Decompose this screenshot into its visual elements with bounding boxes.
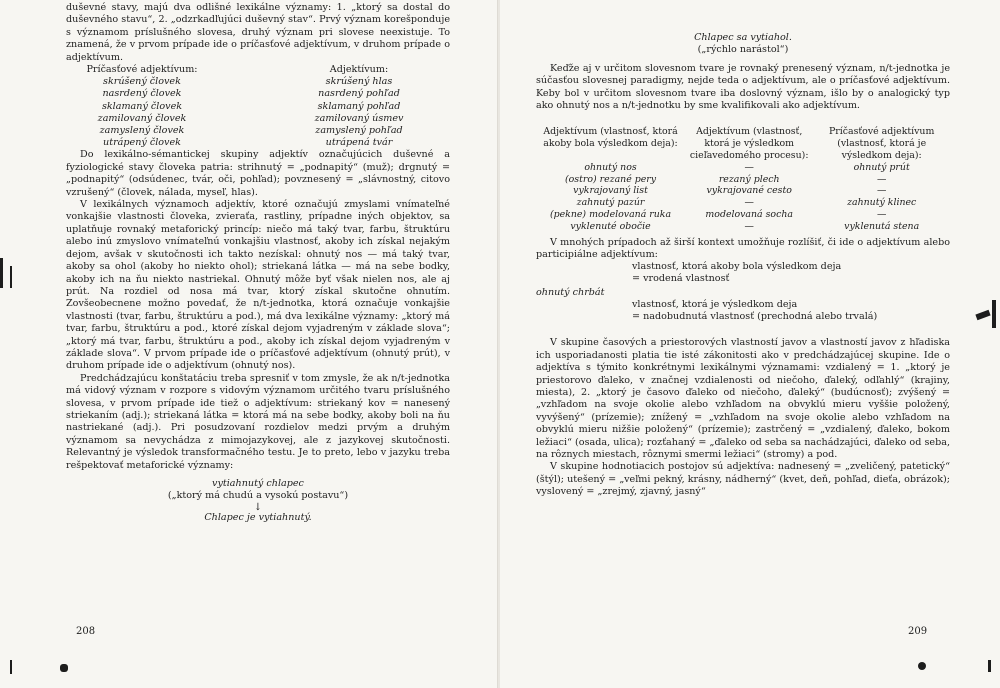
example: skrúšený človek	[103, 76, 181, 88]
table-header-cell: Adjektívum (vlastnosť, ktorá akoby bola výsledkom deja):	[543, 126, 678, 150]
example: zamyslený pohľad	[315, 125, 403, 137]
scan-edge-mark	[0, 258, 3, 288]
down-arrow-icon: ↓	[253, 501, 263, 513]
paragraph: duševné stavy, majú dva odlišné lexikálne významy: 1. „ktorý sa dostal do duševného stavu“, 2. „odzrkadľujúci duševný stav“. Prvý význam korešponduje s významom príslušného slovesa, druhý význam pri slovese neexistuje. To znamená, že v prvom prípade ide o príčasťové adjektívum, v druhom prípade o adjektívum.	[66, 2, 450, 63]
table-cell: vyklenutá stena	[844, 220, 920, 232]
scheme-line: vlastnosť, ktorá je výsledkom deja	[632, 299, 798, 311]
example: nasrdený človek	[102, 88, 182, 100]
table-cell: zahnutý klinec	[847, 197, 917, 209]
example: zamilovaný úsmev	[314, 112, 404, 124]
table-cell: —	[744, 161, 754, 173]
adjective-column	[258, 64, 450, 149]
table-cell: zahnutý pazúr	[576, 197, 645, 209]
table-header-cell: Príčasťové adjektívum (vlastnosť, ktorá je výsledkom deja):	[828, 126, 935, 162]
example: utrápený človek	[103, 137, 181, 149]
table-cell: (ostro) rezané pery	[564, 173, 657, 185]
example-sentence: Chlapec sa vytiahol.	[694, 32, 792, 43]
scan-edge-mark	[988, 660, 991, 672]
table-cell: —	[876, 185, 887, 197]
page-number: 209	[908, 626, 928, 637]
scheme-term: ohnutý chrbát	[536, 287, 605, 299]
table-cell: ohnutý prút	[853, 161, 910, 173]
table-row	[536, 209, 950, 221]
scan-edge-mark	[10, 266, 12, 288]
page-number: 208	[76, 626, 96, 637]
table-row	[536, 197, 950, 209]
table-cell: vyklenuté obočie	[570, 220, 651, 232]
adjective-comparison-table	[536, 126, 950, 232]
scan-edge-mark	[918, 662, 926, 670]
column-heading: Príčasťové adjektívum:	[86, 64, 198, 76]
right-page	[500, 0, 1000, 688]
example: sklamaný človek	[101, 100, 183, 112]
table-cell: vykrajované cesto	[706, 185, 792, 197]
paragraph: V skupine hodnotiacich postojov sú adjektíva: nadnesený = „zveličený, patetický“ (štýl); utešený = „veľmi pekný, krásny, nádherný“ (kvet, deň, pohľad, dieťa, obrázok); vyslovený = „zrejmý, zjavný, jasný“	[536, 461, 950, 498]
table-cell: vykrajovaný list	[573, 185, 648, 197]
table-cell: modelovaná socha	[705, 209, 793, 221]
participial-column	[66, 64, 258, 149]
scheme-line: = vrodená vlastnosť	[632, 273, 730, 285]
paragraph: V lexikálnych významoch adjektív, ktoré označujú zmyslami vnímateľné vonkajšie vlastnosti človeka, zvieraťa, rastliny, prípadne iných objektov, sa uplatňuje rovnaký metaforický princíp: niečo má taký tvar, farbu, štruktúru alebo inú zmyslovo vnímateľnú vonkajšiu vlastnosť, akoby ich získal nejakým dejom, avšak v skutočnosti ich takto nezískal: ohnutý nos — má taký tvar, akoby sa ohol (akoby ho niekto ohol); striekaná látka — má na sebe bodky, akoby ich na ňu niekto nastriekal. Ohnutý môže byť však nielen nos, ale aj prút. Na rozdiel od nosa má tvar, ktorý získal skutočne ohnutím. Zovšeobecnene možno povedať, že n/t-jednotka, ktorá označuje vonkajšie vlastnosti (tvar, farbu, štruktúru a pod.), má dva lexikálne významy: „ktorý má tvar, farbu, štruktúru a pod., ktoré získal dejom vyjadreným v základe slova“; „ktorý má tvar, farbu, štruktúru a pod., akoby ich získal dejom vyjadreným v základe slova“. V prvom prípade ide o príčasťové adjektívum (ohnutý prút), v druhom prípade ide o adjektívum (ohnutý nos).	[66, 199, 450, 372]
example: sklamaný pohľad	[317, 100, 401, 112]
example: utrápená tvár	[325, 137, 393, 149]
table-row	[536, 185, 950, 197]
left-page	[0, 0, 498, 688]
table-cell: —	[744, 197, 754, 209]
example: skrúšený hlas	[325, 76, 393, 88]
example: zamilovaný človek	[97, 112, 187, 124]
example-continuation	[536, 32, 950, 57]
scan-edge-mark	[975, 310, 990, 320]
table-cell: —	[876, 209, 887, 221]
scan-edge-mark	[10, 660, 12, 674]
example-sentence: Chlapec je vytiahnutý.	[204, 511, 312, 523]
table-row	[536, 162, 950, 174]
scheme-line: vlastnosť, ktorá akoby bola výsledkom deja	[632, 261, 842, 273]
paragraph: Keďže aj v určitom slovesnom tvare je rovnaký prenesený význam, n/t-jednotka je súčasťou slovesnej paradigmy, nejde teda o adjektívum, ale o príčasťové adjektívum. Keby bol v určitom slovesnom tvare iba doslovný význam, išlo by o analogický typ ako ohnutý nos a n/t-jednotku by sme kvalifikovali ako adjektívum.	[536, 62, 950, 112]
scan-edge-mark	[60, 664, 68, 672]
table-header-row	[536, 126, 950, 161]
table-row	[536, 221, 950, 233]
table-row	[536, 174, 950, 186]
table-cell: (pekne) modelovaná ruka	[549, 209, 672, 221]
table-cell: —	[744, 220, 754, 232]
table-cell: rezaný plech	[718, 173, 780, 185]
scan-edge-mark	[992, 300, 996, 328]
context-scheme	[536, 261, 950, 323]
example: zamyslený človek	[99, 125, 185, 137]
example: nasrdený pohľad	[318, 88, 400, 100]
table-cell: ohnutý nos	[584, 161, 637, 173]
paragraph: Predchádzajúcu konštatáciu treba spresniť v tom zmysle, že ak n/t-jednotka má vidový význam v rozpore s vidovým významom určitého tvaru príslušného slovesa, v prvom prípade ide tiež o adjektívum: striekaný kov = nanesený striekaním (adj.); striekaná látka = ktorá má na sebe bodky, akoby boli na ňu nastriekané (adj.). Pri posudzovaní rozdielov medzi prvým a druhým významom sa nevychádza z mimojazykovej, ale z jazykovej skutočnosti. Relevantný je výsledok transformačného testu. Je to preto, lebo v jazyku treba rešpektovať metaforické významy:	[66, 372, 450, 471]
comparison-columns	[66, 64, 450, 149]
example-transformation	[66, 478, 450, 524]
left-text-column	[66, 2, 450, 524]
example-phrase: vytiahnutý chlapec	[212, 478, 304, 490]
paragraph: Do lexikálno-sémantickej skupiny adjektív označujúcich duševné a fyziologické stavy človeka patria: strihnutý = „podnapitý“ (muž); drgnutý = „podnapitý“ (odsúdenec, tvár, oči, pohľad); povznesený = „slávnostný, citovo vzrušený“ (človek, nálada, myseľ, hlas).	[66, 149, 450, 198]
table-header-cell: Adjektívum (vlastnosť, ktorá je výsledkom cieľavedomého procesu):	[689, 126, 809, 162]
paragraph: V mnohých prípadoch až širší kontext umožňuje rozlíšiť, či ide o adjektívum alebo participiálne adjektívum:	[536, 236, 950, 261]
table-cell: —	[876, 173, 887, 185]
right-text-column	[536, 32, 950, 499]
example-gloss: („ktorý má chudú a vysokú postavu“)	[167, 490, 349, 502]
example-gloss: („rýchlo narástol“)	[697, 44, 789, 56]
paragraph: V skupine časových a priestorových vlastností javov a vlastností javov z hľadiska ich usporiadanosti platia tie isté zákonitosti ako v predchádzajúcej skupine. Ide o adjektíva s týmito konkrétnymi lexikálnymi významami: vzdialený = 1. „ktorý je priestorovo ďaleko, v značnej vzdialenosti od niečoho, ďaleký, odľahlý“ (krajiny, miesta), 2. „ktorý je časovo ďaleko od niečoho, ďaleký“ (budúcnosť); zvýšený = „vzhľadom na svoje okolie alebo vzhľadom na obvyklú mieru vyššie položený, vyvýšený“ (prízemie); znížený = „vzhľadom na svoje okolie alebo vzhľadom na obvyklú mieru nižšie položený“ (prízemie); zastrčený = „vzdialený, ďaleko, bokom ležiaci“ (osada, ulica); rozťahaný = „ďaleko od seba sa nachádzajúci, ďaleko od seba, na rôznych miestach, rôznymi smermi ležiaci“ (stromy) a pod.	[536, 337, 950, 461]
scheme-line: = nadobudnutá vlastnosť (prechodná alebo trvalá)	[632, 311, 878, 323]
column-heading: Adjektívum:	[329, 64, 389, 76]
